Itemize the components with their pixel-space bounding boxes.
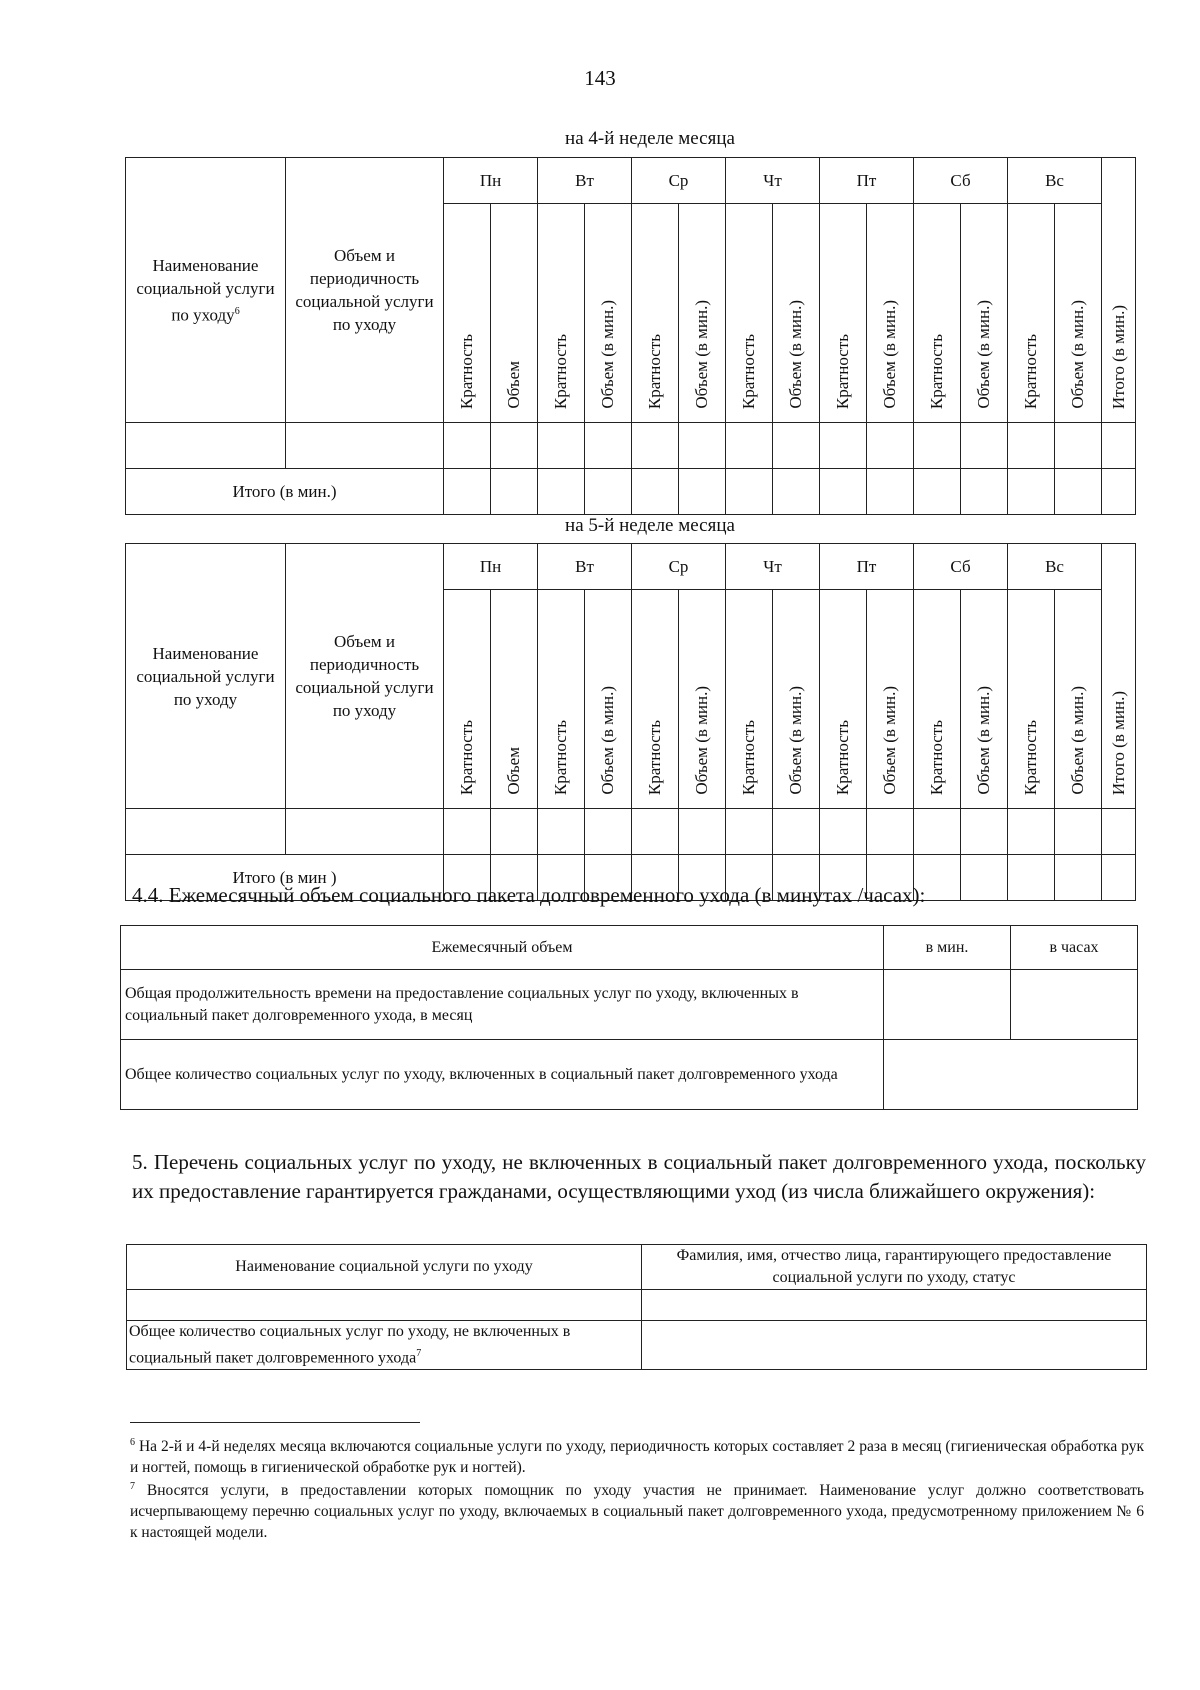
subcol-header: Кратность [914,590,961,809]
day-header: Чт [726,544,820,590]
subcol-header: Объем (в мин.) [679,204,726,423]
subcol-header: Объем (в мин.) [867,590,914,809]
day-header: Пт [820,544,914,590]
day-header: Ср [632,544,726,590]
subcol-header: Кратность [1008,590,1055,809]
footnote-mark: 7 [130,1481,135,1492]
week4-caption: на 4-й неделе месяца [565,128,735,149]
subcol-header: Кратность [444,590,491,809]
day-header: Чт [726,158,820,204]
hours-header: в часах [1011,926,1138,970]
day-header: Пт [820,158,914,204]
total-column-header: Итого (в мин.) [1102,544,1136,809]
total-duration-label: Общая продолжительность времени на предоставление социальных услуг по уходу, включенных в социальный пакет долговременного ухода, в месяц [121,970,884,1040]
subcol-header: Кратность [1008,204,1055,423]
col-volume-periodicity: Объем и периодичность социальной услуги по уходу [286,158,444,423]
monthly-volume-header: Ежемесячный объем [121,926,884,970]
col-volume-periodicity: Объем и периодичность социальной услуги по уходу [286,544,444,809]
subcol-header: Кратность [632,590,679,809]
total-row-label: Итого (в мин.) [126,469,444,515]
guarantor-header: Фамилия, имя, отчество лица, гарантирующего предоставление социальной услуги по уходу, статус [642,1245,1147,1290]
day-header: Сб [914,544,1008,590]
table-row [126,423,1136,469]
service-name-header: Наименование социальной услуги по уходу [127,1245,642,1290]
day-header: Вт [538,158,632,204]
week5-caption: на 5-й неделе месяца [565,515,735,536]
subcol-header: Кратность [632,204,679,423]
footnote-mark: 6 [130,1437,135,1448]
week5-table [125,543,1136,901]
subcol-header: Кратность [538,204,585,423]
subcol-header: Объем (в мин.) [961,204,1008,423]
subcol-header: Объем (в мин.) [585,590,632,809]
subcol-header: Объем (в мин.) [679,590,726,809]
subcol-header: Объем (в мин.) [867,204,914,423]
subcol-header: Кратность [726,204,773,423]
day-header: Ср [632,158,726,204]
day-header: Сб [914,158,1008,204]
subcol-header: Объем [491,204,538,423]
subcol-header: Кратность [726,590,773,809]
subcol-header: Объем (в мин.) [773,590,820,809]
subcol-header: Кратность [444,204,491,423]
section-5-title: 5. Перечень социальных услуг по уходу, не включенных в социальный пакет долговременного ухода, поскольку их предоставление гарантируется гражданами, осуществляющими уход (из числа ближайшего окружения): [132,1150,1146,1203]
day-header: Вс [1008,158,1102,204]
footnote-6: $^6$ На 2-й и 4-й неделях месяца включаются социальные услуги по уходу, периодичность которых составляет 2 раза в месяц (гигиеническая обработка рук и ногтей, помощь в гигиенической обработке рук и ногтей). [130,1437,1144,1477]
col-service-name: Наименование социальной услуги по уходу [126,544,286,809]
page-number: 143 [584,66,616,90]
not-included-total-label: Общее количество социальных услуг по уходу, не включенных в социальный пакет долговременного ухода$^7$ [127,1321,642,1370]
total-column-header: Итого (в мин.) [1102,158,1136,423]
monthly-volume-table [120,925,1138,1110]
day-header: Вт [538,544,632,590]
subcol-header: Объем (в мин.) [1055,590,1102,809]
guaranteed-services-table [126,1244,1147,1370]
week4-table [125,157,1136,515]
subcol-header: Кратность [914,204,961,423]
total-row-label: Итого (в мин ) [126,855,444,901]
footnote-7: $^7$ Вносятся услуги, в предоставлении которых помощник по уходу участия не принимает. Наименование услуг должно соответствовать исчерпывающему перечню социальных услуг по уходу, включаемых в социальный пакет долговременного ухода, предусмотренному приложением № 6 к настоящей модели. [130,1481,1144,1542]
total-count-label: Общее количество социальных услуг по уходу, включенных в социальный пакет долговременного ухода [121,1040,884,1110]
subcol-header: Кратность [538,590,585,809]
total-row [126,469,1136,515]
subcol-header: Кратность [820,590,867,809]
subcol-header: Объем (в мин.) [961,590,1008,809]
footnote-separator [130,1422,420,1423]
subcol-header: Кратность [820,204,867,423]
day-header: Пн [444,158,538,204]
subcol-header: Объем (в мин.) [585,204,632,423]
col-service-name: Наименование социальной услуги по уходу$^6$ [126,158,286,423]
day-header: Вс [1008,544,1102,590]
subcol-header: Объем [491,590,538,809]
subcol-header: Объем (в мин.) [773,204,820,423]
section-4-4-title: 4.4. Ежемесячный объем социального пакета долговременного ухода (в минутах /часах): [132,883,926,907]
table-row [127,1290,1147,1321]
minutes-header: в мин. [884,926,1011,970]
day-header: Пн [444,544,538,590]
subcol-header: Объем (в мин.) [1055,204,1102,423]
table-row [126,809,1136,855]
